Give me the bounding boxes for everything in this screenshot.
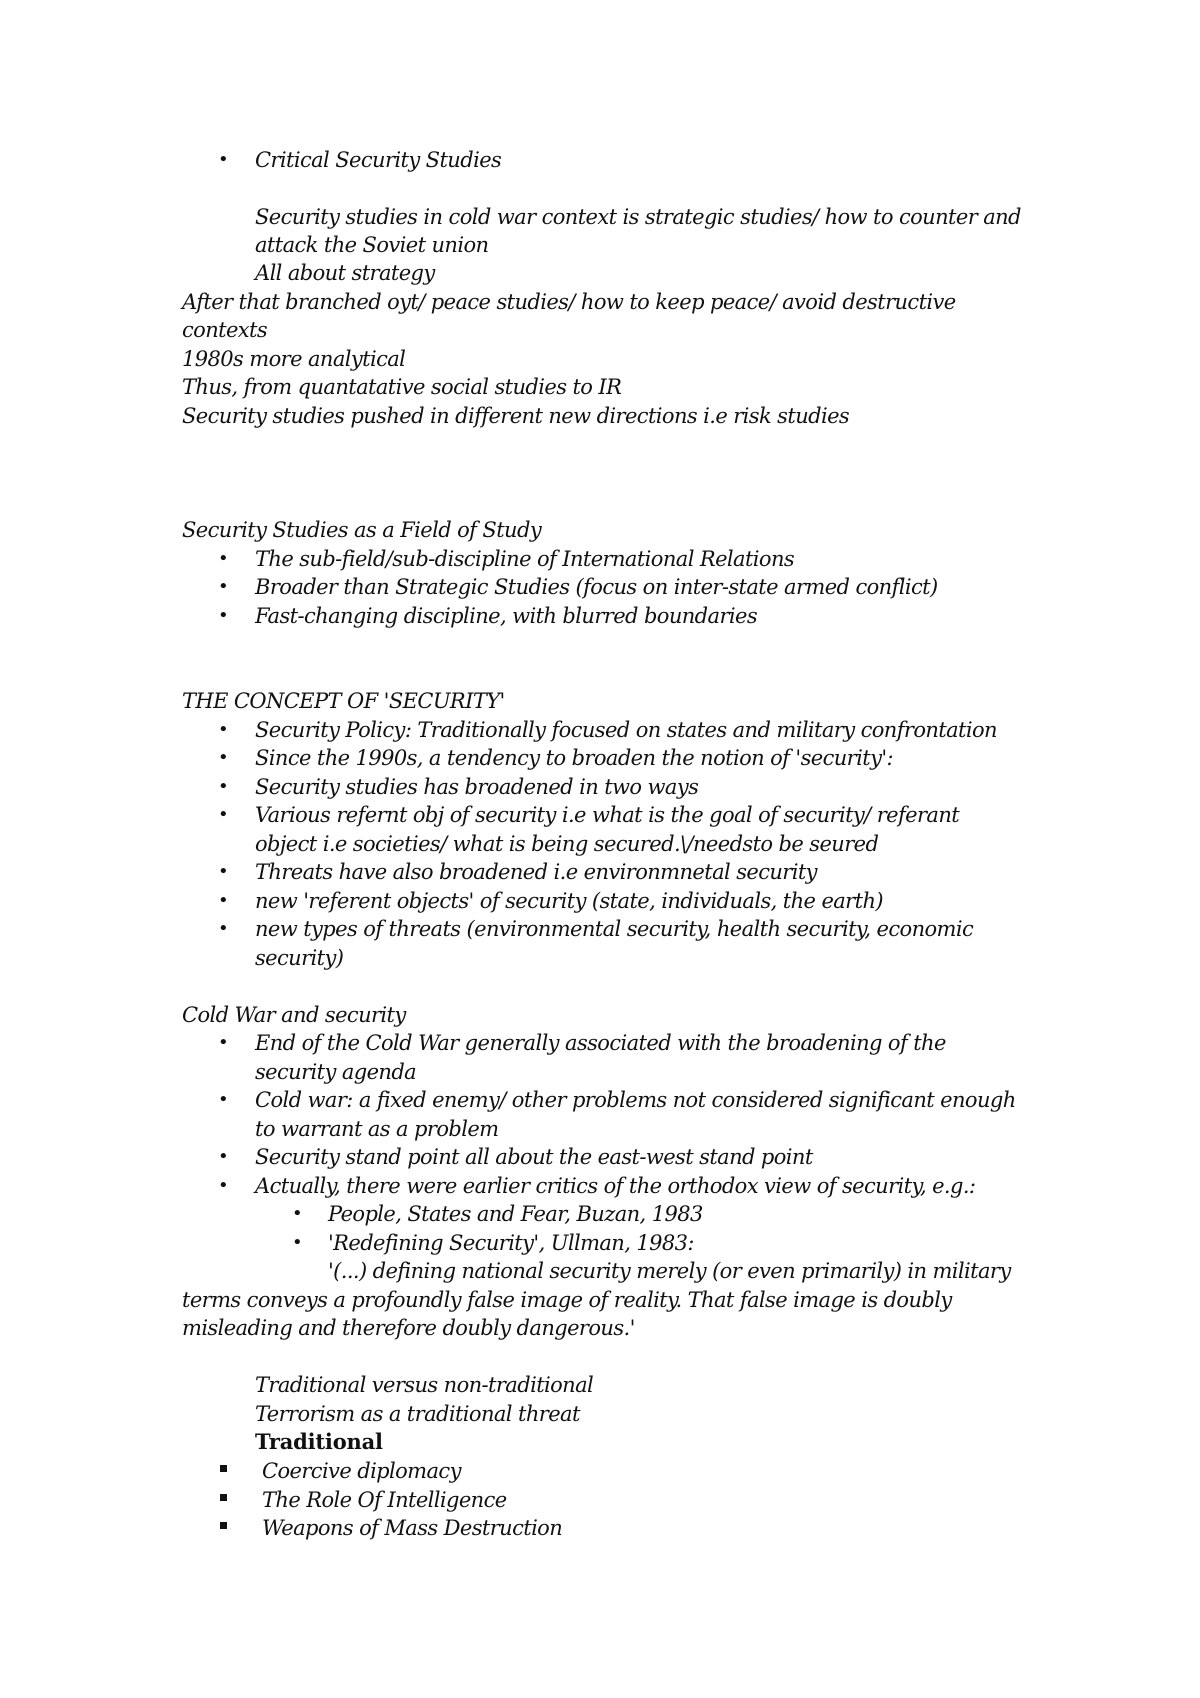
list-item: Security stand point all about the east-west stand point (255, 1145, 813, 1169)
list-item: The sub-field/sub-discipline of International Relations (255, 547, 795, 571)
list-item: new 'referent objects' of security (state, individuals, the earth) (255, 889, 883, 913)
traditional-intro-line: Traditional versus non-traditional (255, 1373, 594, 1397)
list-item: Threats have also broadened i.e environmnetal security (255, 860, 817, 884)
bullet-marker: • (218, 804, 229, 825)
list-item: new types of threats (environmental security, health security, economic (255, 917, 974, 941)
quote-line: misleading and therefore doubly dangerous.' (182, 1316, 635, 1340)
intro-text-line: Thus, from quantatative social studies to IR (182, 375, 622, 399)
square-bullet-icon (220, 1494, 227, 1501)
list-item: Broader than Strategic Studies (focus on inter-state armed conflict) (255, 575, 938, 599)
bullet-marker: • (218, 1089, 229, 1110)
list-item: Security Policy: Traditionally focused on states and military confrontation (255, 718, 997, 742)
list-item: Coercive diplomacy (262, 1459, 461, 1483)
list-item: Security studies has broadened in two ways (255, 775, 699, 799)
intro-paragraph-line: attack the Soviet union (255, 233, 489, 257)
list-item: The Role Of Intelligence (262, 1488, 507, 1512)
list-item: Fast-changing discipline, with blurred boundaries (255, 604, 757, 628)
list-item: Various refernt obj of security i.e what is the goal of security/ referant (255, 803, 960, 827)
list-item: Since the 1990s, a tendency to broaden the notion of 'security': (255, 746, 893, 770)
intro-text-line: After that branched oyt/ peace studies/ how to keep peace/ avoid destructive (182, 290, 956, 314)
intro-text-line: Security studies pushed in different new directions i.e risk studies (182, 404, 850, 428)
critical-security-studies-title: Critical Security Studies (255, 148, 502, 172)
list-item-continuation: to warrant as a problem (255, 1117, 499, 1141)
bullet-marker: • (218, 747, 229, 768)
sub-bullet-marker: • (292, 1232, 303, 1253)
intro-text-line: 1980s more analytical (182, 347, 406, 371)
traditional-intro-line: Terrorism as a traditional threat (255, 1402, 580, 1426)
intro-text-line: contexts (182, 318, 268, 342)
list-item: End of the Cold War generally associated with the broadening of the (255, 1031, 946, 1055)
cold-war-heading: Cold War and security (182, 1003, 406, 1027)
bullet-marker: • (218, 1146, 229, 1167)
bullet-marker: • (218, 605, 229, 626)
list-item: Cold war: a fixed enemy/ other problems not considered significant enough (255, 1088, 1016, 1112)
bullet-marker: • (218, 1032, 229, 1053)
quote-line: terms conveys a profoundly false image of reality. That false image is doubly (182, 1288, 952, 1312)
sub-list-item: 'Redefining Security', Ullman, 1983: (328, 1231, 694, 1255)
bullet-marker: • (218, 918, 229, 939)
list-item-continuation: security agenda (255, 1060, 417, 1084)
list-item: Weapons of Mass Destruction (262, 1516, 563, 1540)
square-bullet-icon (220, 1522, 227, 1529)
list-item: Actually, there were earlier critics of the orthodox view of security, e.g.: (255, 1174, 976, 1198)
traditional-heading: Traditional (255, 1429, 383, 1454)
bullet-marker: • (218, 890, 229, 911)
bullet-marker: • (218, 1175, 229, 1196)
concept-heading: THE CONCEPT OF 'SECURITY' (182, 689, 505, 713)
bullet-marker: • (218, 576, 229, 597)
bullet-marker: • (218, 149, 229, 170)
bullet-marker: • (218, 548, 229, 569)
bullet-marker: • (218, 776, 229, 797)
quote-line: '(...) defining national security merely (or even primarily) in military (328, 1259, 1011, 1283)
field-of-study-heading: Security Studies as a Field of Study (182, 518, 542, 542)
bullet-marker: • (218, 719, 229, 740)
intro-paragraph-line: Security studies in cold war context is strategic studies/ how to counter and (255, 205, 1021, 229)
square-bullet-icon (220, 1465, 227, 1472)
bullet-marker: • (218, 861, 229, 882)
sub-list-item: People, States and Fear, Buzan, 1983 (328, 1202, 703, 1226)
list-item-continuation: object i.e societies/ what is being secured.\/needsto be seured (255, 832, 879, 856)
sub-bullet-marker: • (292, 1203, 303, 1224)
intro-paragraph-line: All about strategy (255, 261, 435, 285)
list-item-continuation: security) (255, 946, 344, 970)
